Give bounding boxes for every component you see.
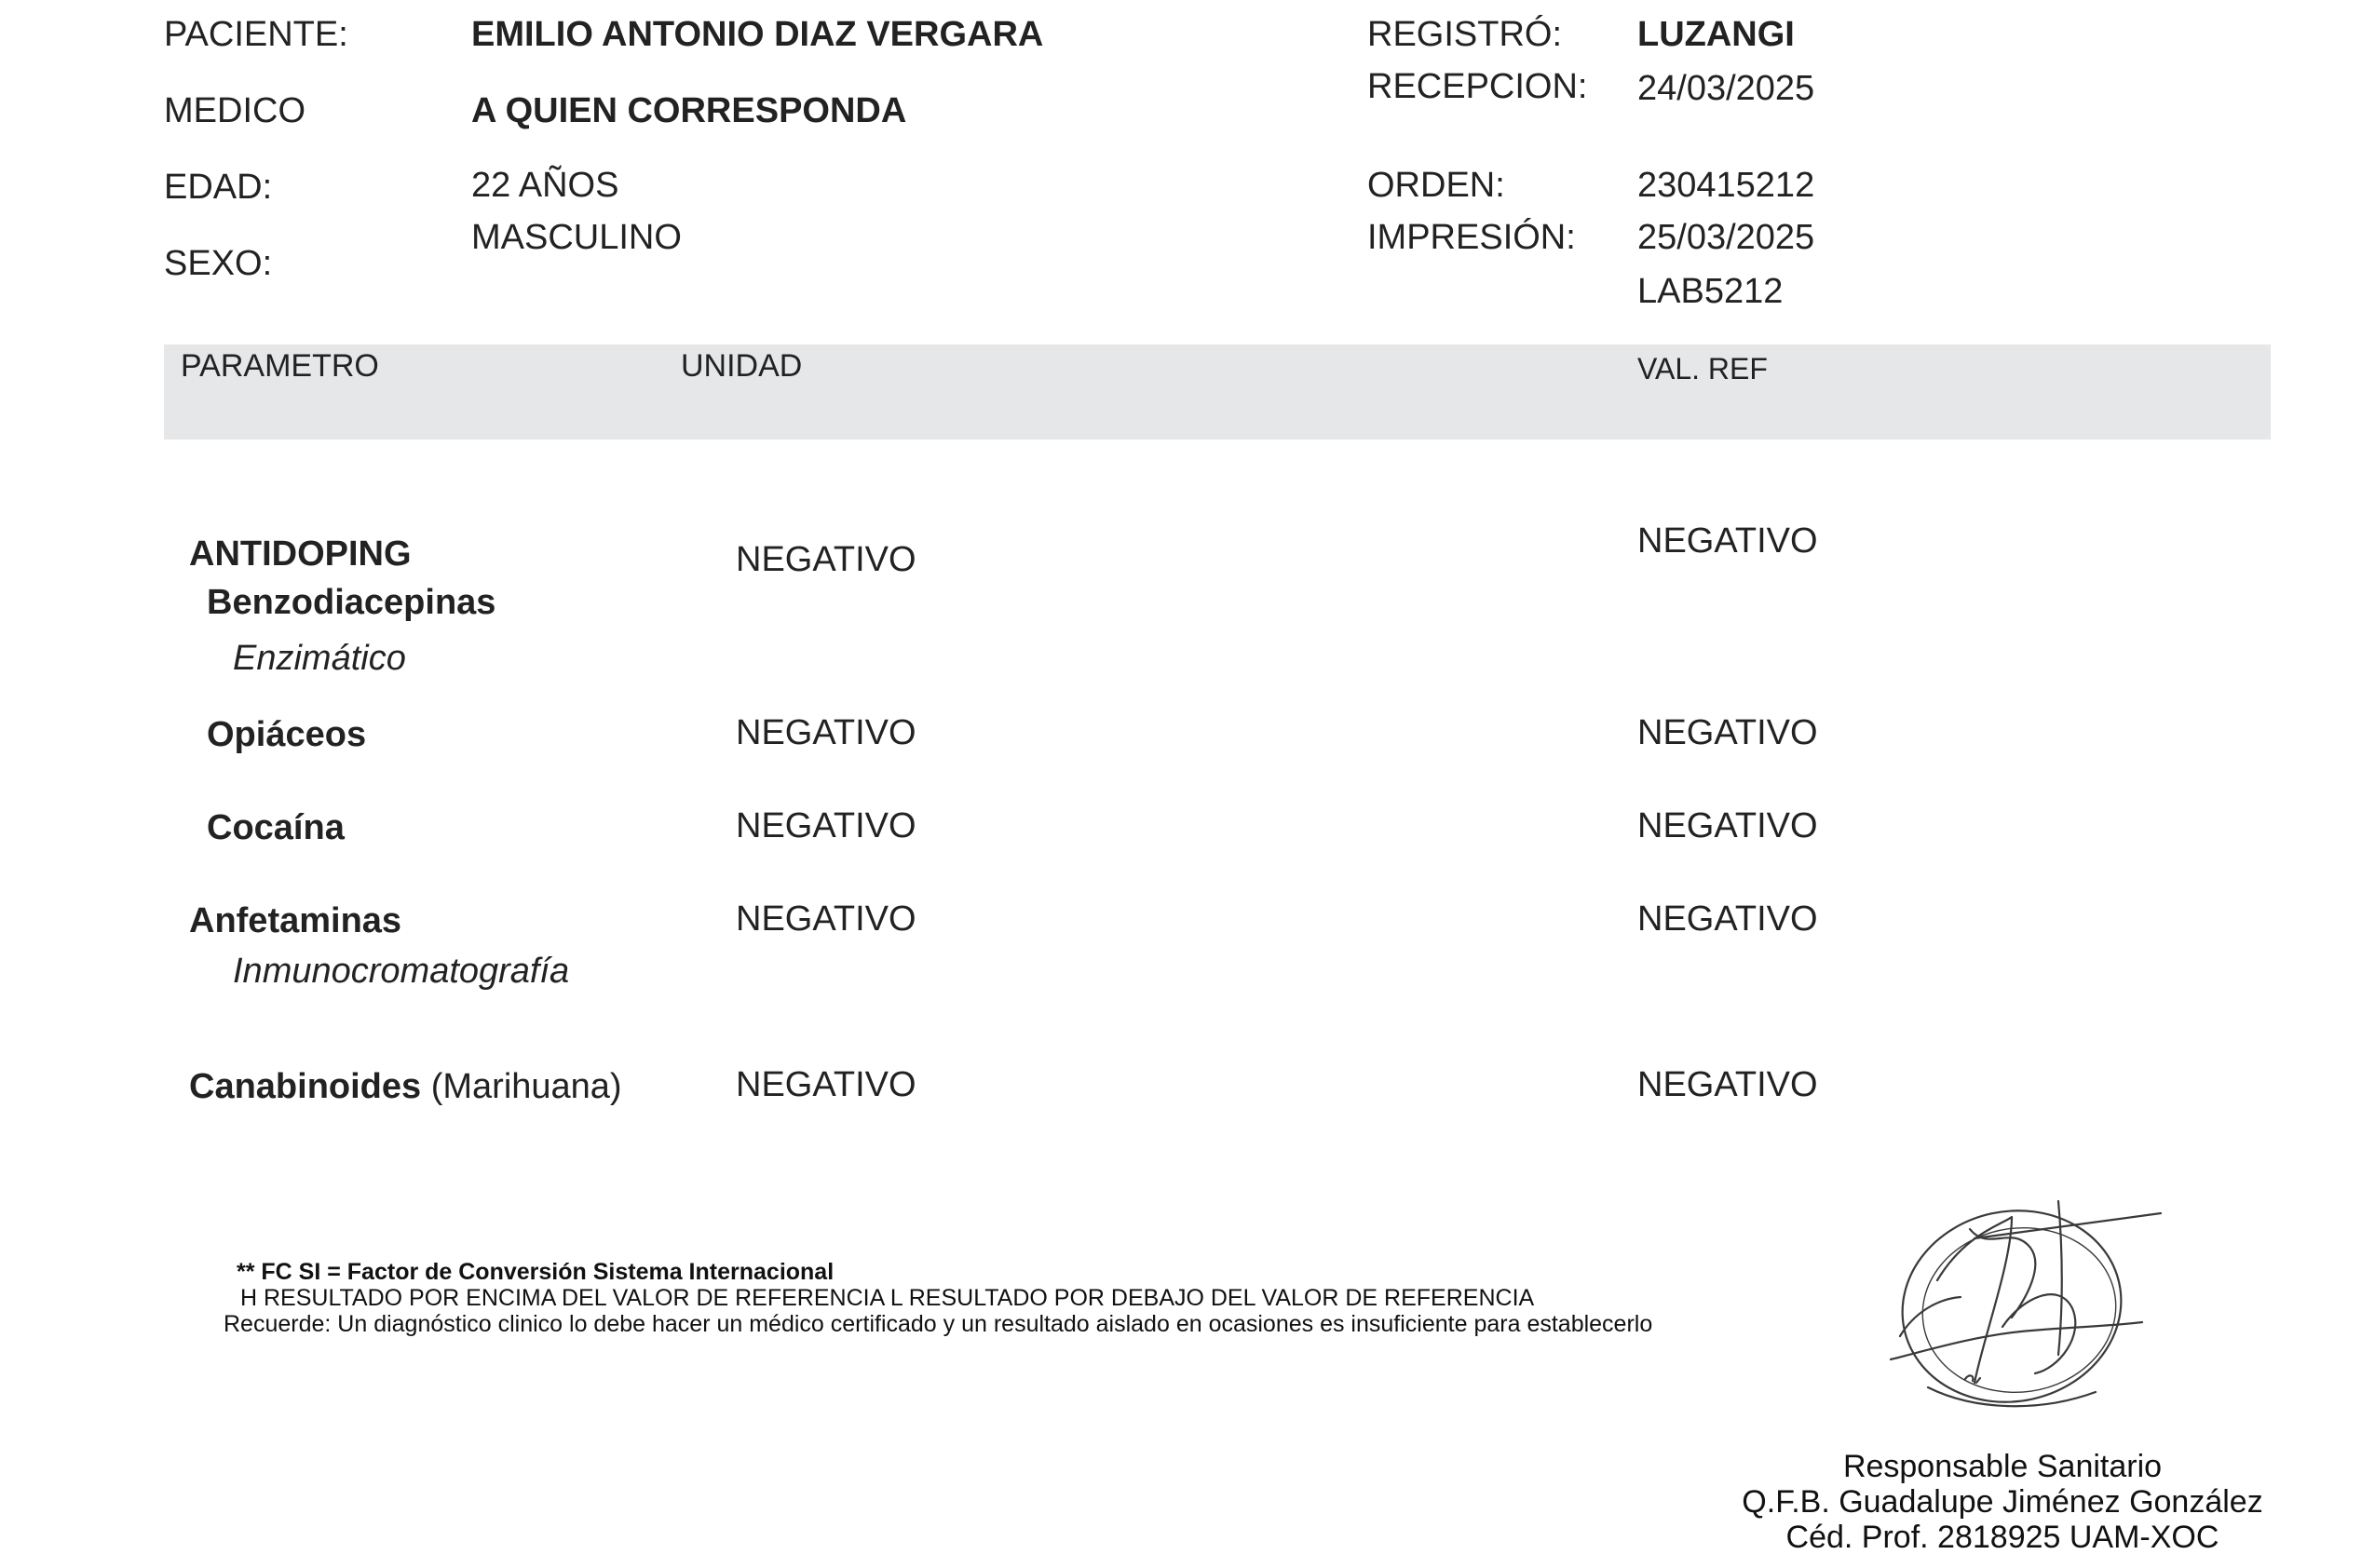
section-title: ANTIDOPING	[189, 534, 412, 574]
note-reminder: Recuerde: Un diagnóstico clinico lo debe hacer un médico certificado y un resultado aislado en ocasiones es insuficiente para establecerlo	[224, 1311, 1653, 1337]
result-benzodiacepinas: NEGATIVO	[736, 540, 916, 579]
test-method-enzimatico: Enzimático	[233, 639, 406, 678]
registered-label: REGISTRÓ:	[1367, 15, 1563, 54]
column-unit: UNIDAD	[681, 348, 803, 384]
signature-role: Responsable Sanitario	[1842, 1449, 2163, 1484]
test-method-inmunocromatografia: Inmunocromatografía	[233, 952, 570, 991]
test-name-cocaina: Cocaína	[207, 808, 345, 847]
signature-mark	[1872, 1196, 2179, 1429]
doctor-label: MEDICO	[164, 91, 305, 130]
test-name-canabinoides	[189, 1067, 622, 1107]
doctor-name: A QUIEN CORRESPONDA	[471, 91, 907, 130]
table-header	[164, 345, 2271, 439]
reception-label: RECEPCION:	[1367, 67, 1588, 106]
signature-name: Q.F.B. Guadalupe Jiménez González	[1742, 1484, 2263, 1520]
order-label: ORDEN:	[1367, 166, 1505, 205]
reference-anfetaminas: NEGATIVO	[1637, 899, 1818, 939]
patient-name: EMILIO ANTONIO DIAZ VERGARA	[471, 15, 1044, 54]
column-parameter: PARAMETRO	[181, 348, 379, 384]
sex-label: SEXO:	[164, 244, 273, 283]
result-cocaina: NEGATIVO	[736, 806, 916, 845]
note-fc-si: ** FC SI = Factor de Conversión Sistema Internacional	[237, 1259, 835, 1285]
test-name-canabinoides-main: Canabinoides	[189, 1067, 422, 1106]
age-value: 22 AÑOS	[471, 166, 619, 205]
reference-opiaceos: NEGATIVO	[1637, 713, 1818, 752]
signature-license: Céd. Prof. 2818925 UAM-XOC	[1785, 1520, 2219, 1555]
result-anfetaminas: NEGATIVO	[736, 899, 916, 939]
test-name-canabinoides-suffix: (Marihuana)	[430, 1067, 622, 1106]
age-label: EDAD:	[164, 168, 273, 207]
lab-code: LAB5212	[1637, 272, 1784, 311]
print-label: IMPRESIÓN:	[1367, 218, 1576, 257]
registered-value: LUZANGI	[1637, 15, 1795, 54]
reference-cocaina: NEGATIVO	[1637, 806, 1818, 845]
test-name-anfetaminas: Anfetaminas	[189, 901, 402, 940]
sex-value: MASCULINO	[471, 218, 682, 257]
result-canabinoides: NEGATIVO	[736, 1065, 916, 1104]
reference-benzodiacepinas: NEGATIVO	[1637, 521, 1818, 561]
column-reference: VAL. REF	[1637, 352, 1768, 385]
reception-date: 24/03/2025	[1637, 69, 1815, 108]
order-number: 230415212	[1637, 166, 1815, 205]
patient-label: PACIENTE:	[164, 15, 348, 54]
print-date: 25/03/2025	[1637, 218, 1815, 257]
note-high-low: H RESULTADO POR ENCIMA DEL VALOR DE REFERENCIA L RESULTADO POR DEBAJO DEL VALOR DE REFERENCIA	[240, 1285, 1535, 1311]
result-opiaceos: NEGATIVO	[736, 713, 916, 752]
test-name-benzodiacepinas: Benzodiacepinas	[207, 583, 496, 622]
test-name-opiaceos: Opiáceos	[207, 715, 367, 754]
reference-canabinoides: NEGATIVO	[1637, 1065, 1818, 1104]
